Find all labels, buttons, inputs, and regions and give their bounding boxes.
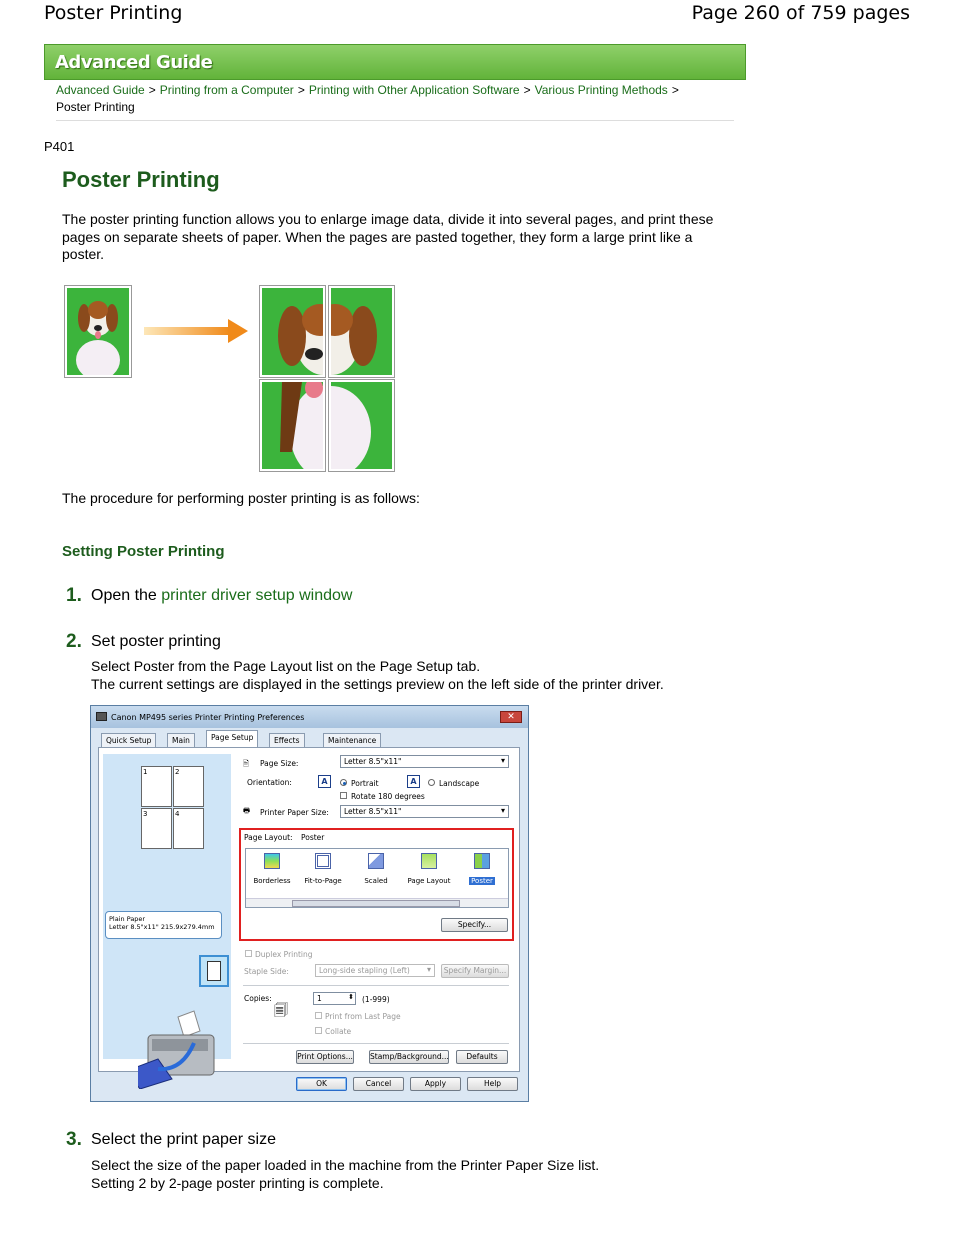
page-code: P401 [44, 139, 75, 154]
preview-page [173, 808, 204, 849]
page-size-select[interactable]: Letter 8.5"x11" ▾ [340, 755, 509, 768]
stamp-background-button[interactable]: Stamp/Background... [369, 1050, 449, 1064]
step-1-prefix: Open the [91, 587, 162, 604]
advanced-guide-banner [44, 44, 746, 80]
landscape-label: Landscape [439, 779, 480, 788]
preview-page [141, 808, 172, 849]
rotate-180-checkbox[interactable] [340, 792, 347, 799]
step-2-line2: The current settings are displayed in the settings preview on the left side of the printer driver. [91, 676, 664, 692]
copies-value: 1 [317, 994, 322, 1003]
specify-button[interactable]: Specify... [441, 918, 508, 932]
poster-tile-4 [328, 379, 395, 472]
cancel-button[interactable]: Cancel [353, 1077, 404, 1091]
layout-list-scrollbar[interactable] [246, 898, 508, 907]
portrait-radio[interactable] [340, 779, 347, 786]
layout-borderless-label: Borderless [253, 877, 291, 885]
layout-fit-to-page[interactable] [299, 853, 347, 885]
original-image [64, 285, 132, 378]
collate-label: Collate [325, 1027, 352, 1036]
tab-quick-setup[interactable]: Quick Setup [101, 733, 156, 747]
rotate-180-label: Rotate 180 degrees [351, 792, 425, 801]
specify-margin-button[interactable]: Specify Margin... [441, 964, 509, 978]
page-number: Page 260 of 759 pages [691, 2, 910, 24]
media-info [105, 911, 222, 939]
breadcrumb-separator: > [297, 83, 305, 97]
procedure-text: The procedure for performing poster printing is as follows: [62, 490, 420, 506]
media-size: Letter 8.5"x11" 215.9x279.4mm [109, 923, 215, 931]
layout-poster-label: Poster [471, 877, 493, 885]
media-type: Plain Paper [109, 915, 146, 923]
defaults-button[interactable]: Defaults [456, 1050, 508, 1064]
printer-icon [96, 712, 107, 721]
divider [56, 120, 734, 121]
breadcrumb-separator: > [148, 83, 156, 97]
breadcrumb-advanced-guide[interactable]: Advanced Guide [56, 83, 145, 97]
page-size-label: Page Size: [260, 759, 299, 768]
poster-illustration [62, 283, 402, 473]
print-options-button[interactable]: Print Options... [296, 1050, 354, 1064]
layout-poster[interactable] [458, 853, 506, 885]
staple-side-label: Staple Side: [244, 967, 289, 976]
apply-button[interactable]: Apply [410, 1077, 461, 1091]
scaled-icon [368, 853, 384, 869]
close-button[interactable]: ✕ [500, 711, 522, 723]
preview-page-number: 1 [143, 768, 148, 776]
landscape-icon: A [407, 775, 420, 788]
print-last-page-label: Print from Last Page [325, 1012, 401, 1021]
divider [243, 1043, 509, 1044]
step-3-body [91, 1156, 599, 1192]
intro-paragraph: The poster printing function allows you to enlarge image data, divide it into several pages, and print these pages on separate sheets of paper. When the pages are pasted together, they form a large print like a poster. [62, 211, 714, 262]
tab-effects[interactable]: Effects [269, 733, 305, 747]
section-subheading: Setting Poster Printing [62, 543, 225, 560]
dialog-titlebar [91, 706, 528, 728]
preview-page-number: 3 [143, 810, 148, 818]
page-header-title: Poster Printing [44, 2, 183, 24]
portrait-label: Portrait [351, 779, 379, 788]
tab-maintenance[interactable]: Maintenance [323, 733, 381, 747]
breadcrumb-current: Poster Printing [56, 100, 135, 114]
orientation-label: Orientation: [247, 778, 292, 787]
arrow-right-icon [144, 317, 250, 345]
printer-paper-size-label: Printer Paper Size: [260, 808, 329, 817]
printer-paper-icon: 🖶 [243, 806, 251, 815]
printer-paper-size-select[interactable]: Letter 8.5"x11" ▾ [340, 805, 509, 818]
paper-orientation-icon [199, 955, 229, 987]
preview-page [141, 766, 172, 807]
layout-borderless[interactable] [248, 853, 296, 885]
step-number: 2. [66, 631, 82, 652]
step-3-title: Select the print paper size [91, 1131, 276, 1148]
copies-stack-icon: 🗐 [274, 1003, 288, 1019]
duplex-label: Duplex Printing [255, 950, 313, 959]
layout-fit-to-page-label: Fit-to-Page [304, 877, 342, 885]
breadcrumb [56, 82, 736, 116]
step-number: 3. [66, 1129, 82, 1150]
poster-tile-3 [259, 379, 326, 472]
page-layout-value: Poster [300, 833, 325, 842]
copies-range: (1-999) [362, 995, 390, 1004]
page-layout-label [244, 833, 324, 842]
poster-tile-2 [328, 285, 395, 378]
fit-to-page-icon [315, 853, 331, 869]
page-layout-label-text: Page Layout: [244, 833, 293, 842]
layout-scaled-label: Scaled [364, 877, 388, 885]
page-layout-icon [421, 853, 437, 869]
step-3-line2: Setting 2 by 2-page poster printing is complete. [91, 1175, 384, 1191]
scrollbar-thumb[interactable] [292, 900, 460, 907]
page-size-icon: 🖹 [243, 759, 250, 768]
page-title: Poster Printing [62, 167, 220, 192]
breadcrumb-various-methods[interactable]: Various Printing Methods [534, 83, 668, 97]
ok-button[interactable]: OK [296, 1077, 347, 1091]
divider [243, 985, 509, 986]
layout-page-layout-label: Page Layout [407, 877, 451, 885]
step-1-title [91, 587, 352, 605]
breadcrumb-separator: > [523, 83, 531, 97]
tab-main[interactable]: Main [167, 733, 195, 747]
preview-page-number: 2 [175, 768, 180, 776]
print-last-page-checkbox[interactable] [315, 1012, 322, 1019]
step-2-title: Set poster printing [91, 633, 221, 650]
dialog-title: Canon MP495 series Printer Printing Preferences [111, 713, 305, 722]
poster-icon [474, 853, 490, 869]
borderless-icon [264, 853, 280, 869]
help-button[interactable]: Help [467, 1077, 518, 1091]
breadcrumb-separator: > [671, 83, 679, 97]
layout-page-layout[interactable] [405, 853, 453, 885]
portrait-icon: A [318, 775, 331, 788]
preview-poster-grid [141, 766, 205, 850]
settings-preview [103, 754, 231, 1059]
printer-illustration-icon [138, 1009, 218, 1089]
collate-checkbox[interactable] [315, 1027, 322, 1034]
breadcrumb-other-application[interactable]: Printing with Other Application Software [308, 83, 520, 97]
spinner-arrows-icon[interactable]: ⬍ [348, 993, 354, 1001]
copies-label: Copies: [244, 994, 272, 1003]
step-number: 1. [66, 585, 82, 606]
tab-page-setup[interactable]: Page Setup [206, 730, 258, 747]
printer-driver-setup-link[interactable]: printer driver setup window [161, 587, 353, 604]
banner-label: Advanced Guide [55, 52, 213, 73]
breadcrumb-printing-from-computer[interactable]: Printing from a Computer [159, 83, 294, 97]
step-3-line1: Select the size of the paper loaded in the machine from the Printer Paper Size list. [91, 1157, 600, 1173]
landscape-radio[interactable] [428, 779, 435, 786]
step-2-line1: Select Poster from the Page Layout list on the Page Setup tab. [91, 658, 481, 674]
preview-page-number: 4 [175, 810, 180, 818]
duplex-checkbox[interactable] [245, 950, 252, 957]
layout-scaled[interactable] [352, 853, 400, 885]
copies-input[interactable] [313, 992, 356, 1005]
poster-tile-1 [259, 285, 326, 378]
step-2-body [91, 657, 664, 693]
preview-page [173, 766, 204, 807]
staple-side-select[interactable]: Long-side stapling (Left) ▾ [315, 964, 435, 977]
